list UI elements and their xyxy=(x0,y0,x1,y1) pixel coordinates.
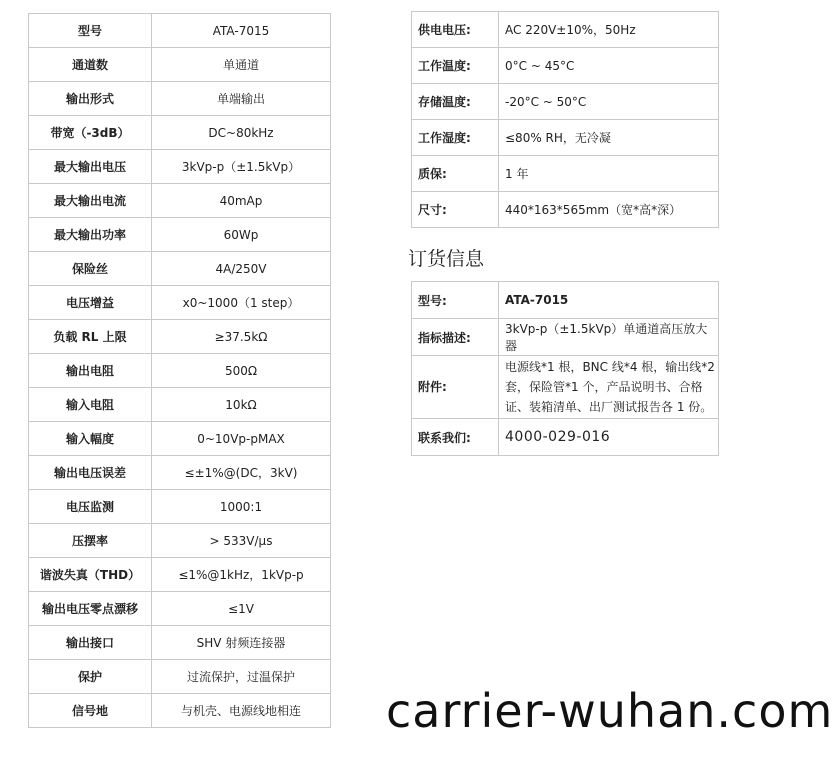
spec-value: ≤1V xyxy=(152,592,331,626)
supply-row xyxy=(412,84,719,120)
spec-row xyxy=(29,422,331,456)
supply-label: 供电电压: xyxy=(412,12,499,48)
spec-value: 0~10Vp-pMAX xyxy=(152,422,331,456)
spec-label: 输入电阻 xyxy=(29,388,152,422)
spec-row xyxy=(29,592,331,626)
spec-value: 单通道 xyxy=(152,48,331,82)
spec-row xyxy=(29,82,331,116)
spec-label: 输出接口 xyxy=(29,626,152,660)
spec-label: 输出电阻 xyxy=(29,354,152,388)
supply-row xyxy=(412,48,719,84)
spec-row xyxy=(29,388,331,422)
spec-label: 最大输出电压 xyxy=(29,150,152,184)
spec-row xyxy=(29,150,331,184)
spec-label: 负载 RL 上限 xyxy=(29,320,152,354)
supply-value: 0°C ~ 45°C xyxy=(499,48,719,84)
spec-row xyxy=(29,218,331,252)
spec-value: ATA-7015 xyxy=(152,14,331,48)
spec-value: 单端输出 xyxy=(152,82,331,116)
supply-label: 工作湿度: xyxy=(412,120,499,156)
spec-value: 1000:1 xyxy=(152,490,331,524)
spec-row xyxy=(29,490,331,524)
spec-value: 10kΩ xyxy=(152,388,331,422)
supply-row xyxy=(412,156,719,192)
spec-row xyxy=(29,354,331,388)
supply-row xyxy=(412,192,719,228)
spec-value: 过流保护，过温保护 xyxy=(152,660,331,694)
spec-row xyxy=(29,626,331,660)
supply-value: 440*163*565mm（宽*高*深） xyxy=(499,192,719,228)
spec-label: 输出电压误差 xyxy=(29,456,152,490)
spec-label: 带宽（-3dB） xyxy=(29,116,152,150)
spec-row xyxy=(29,524,331,558)
spec-row xyxy=(29,694,331,728)
spec-row xyxy=(29,116,331,150)
spec-label: 保护 xyxy=(29,660,152,694)
spec-table xyxy=(28,13,331,728)
supply-table xyxy=(411,11,719,228)
order-contact-value: 4000-029-016 xyxy=(499,419,719,456)
supply-label: 存储温度: xyxy=(412,84,499,120)
order-model-label: 型号: xyxy=(412,282,499,319)
spec-label: 最大输出功率 xyxy=(29,218,152,252)
spec-row xyxy=(29,660,331,694)
spec-label: 输入幅度 xyxy=(29,422,152,456)
spec-label: 型号 xyxy=(29,14,152,48)
spec-row xyxy=(29,48,331,82)
spec-value: ≤1%@1kHz，1kVp-p xyxy=(152,558,331,592)
spec-value: 与机壳、电源线地相连 xyxy=(152,694,331,728)
spec-value: > 533V/μs xyxy=(152,524,331,558)
spec-row xyxy=(29,184,331,218)
order-desc-label: 指标描述: xyxy=(412,319,499,356)
spec-row xyxy=(29,252,331,286)
order-row-contact xyxy=(412,419,719,456)
supply-row xyxy=(412,12,719,48)
spec-label: 输出电压零点漂移 xyxy=(29,592,152,626)
spec-label: 输出形式 xyxy=(29,82,152,116)
spec-row xyxy=(29,558,331,592)
spec-value: DC~80kHz xyxy=(152,116,331,150)
order-heading: 订货信息 xyxy=(408,248,485,270)
spec-value: ≤±1%@(DC，3kV) xyxy=(152,456,331,490)
spec-value: 4A/250V xyxy=(152,252,331,286)
order-row-accessory xyxy=(412,356,719,419)
spec-value: SHV 射频连接器 xyxy=(152,626,331,660)
spec-row xyxy=(29,286,331,320)
spec-value: 40mAp xyxy=(152,184,331,218)
supply-label: 工作温度: xyxy=(412,48,499,84)
order-desc-value: 3kVp-p（±1.5kVp）单通道高压放大器 xyxy=(499,319,719,356)
spec-label: 压摆率 xyxy=(29,524,152,558)
spec-label: 信号地 xyxy=(29,694,152,728)
spec-value: ≥37.5kΩ xyxy=(152,320,331,354)
supply-value: -20°C ~ 50°C xyxy=(499,84,719,120)
order-row-model xyxy=(412,282,719,319)
spec-value: 3kVp-p（±1.5kVp） xyxy=(152,150,331,184)
supply-value: AC 220V±10%，50Hz xyxy=(499,12,719,48)
spec-value: 500Ω xyxy=(152,354,331,388)
supply-row xyxy=(412,120,719,156)
order-table xyxy=(411,281,719,456)
spec-label: 最大输出电流 xyxy=(29,184,152,218)
spec-row xyxy=(29,14,331,48)
supply-label: 质保: xyxy=(412,156,499,192)
spec-label: 通道数 xyxy=(29,48,152,82)
spec-row xyxy=(29,320,331,354)
spec-value: x0~1000（1 step） xyxy=(152,286,331,320)
supply-value: ≤80% RH，无冷凝 xyxy=(499,120,719,156)
spec-row xyxy=(29,456,331,490)
supply-label: 尺寸: xyxy=(412,192,499,228)
supply-value: 1 年 xyxy=(499,156,719,192)
order-accessory-value: 电源线*1 根，BNC 线*4 根，输出线*2 套，保险管*1 个，产品说明书、合格证、装箱清单、出厂测试报告各 1 份。 xyxy=(499,356,719,419)
spec-label: 保险丝 xyxy=(29,252,152,286)
watermark-text: carrier-wuhan.com xyxy=(386,684,833,738)
order-contact-label: 联系我们: xyxy=(412,419,499,456)
spec-value: 60Wp xyxy=(152,218,331,252)
spec-label: 电压监测 xyxy=(29,490,152,524)
order-row-desc xyxy=(412,319,719,356)
spec-label: 电压增益 xyxy=(29,286,152,320)
order-model-value: ATA-7015 xyxy=(499,282,719,319)
spec-label: 谐波失真（THD） xyxy=(29,558,152,592)
order-accessory-label: 附件: xyxy=(412,356,499,419)
